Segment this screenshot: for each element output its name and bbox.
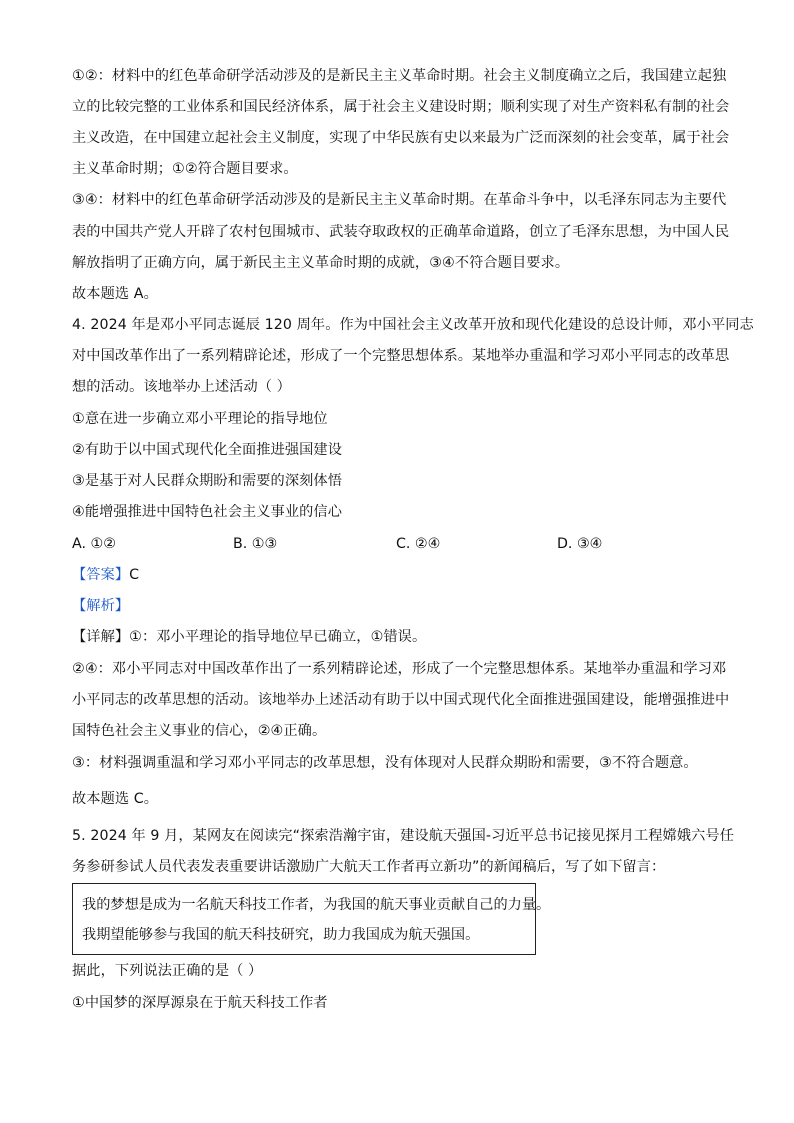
explanation-line: ③④：材料中的红色革命研学活动涉及的是新民主主义革命时期。在革命斗争中，以毛泽东同志为主要代: [72, 192, 727, 208]
detail-line: [72, 627, 732, 647]
question-stem-line: 务参研参试人员代表发表重要讲话激励广大航天工作者再立新功”的新闻稿后，写了如下留言：: [72, 859, 666, 875]
detail-text: ①：邓小平理论的指导地位早已确立，①错误。: [129, 629, 427, 645]
answer-value: C: [129, 567, 140, 583]
option-d: D. ③④: [557, 536, 603, 552]
statement-item: ③是基于对人民群众期盼和需要的深刻体悟: [72, 473, 342, 489]
explanation-line: 立的比较完整的工业体系和国民经济体系，属于社会主义建设时期；顺利实现了对生产资料私有制的社会: [72, 99, 730, 115]
question-stem-line: 5. 2024 年 9 月，某网友在阅读完“探索浩瀚宇宙，建设航天强国-习近平总书记接见探月工程嫦娥六号任: [72, 828, 734, 844]
explanation-line: 主义改造，在中国建立起社会主义制度，实现了中华民族有史以来最为广泛而深刻的社会变革，属于社会: [72, 130, 730, 146]
statement-item: ②有助于以中国式现代化全面推进强国建设: [72, 442, 342, 458]
option-c: C. ②④: [396, 536, 441, 552]
answer-line: [72, 565, 732, 585]
quote-line: 我的梦想是成为一名航天科技工作者，为我国的航天事业贡献自己的力量。: [82, 897, 551, 913]
statement-item: ①意在进一步确立邓小平理论的指导地位: [72, 411, 328, 427]
question-stem-line: 想的活动。该地举办上述活动（ ）: [72, 379, 291, 395]
question-stem-line: 4. 2024 年是邓小平同志诞辰 120 周年。作为中国社会主义改革开放和现代化建设的总设计师，邓小平同志: [72, 317, 754, 333]
answer-tag: 【答案】: [72, 567, 130, 583]
option-b: B. ①③: [233, 536, 278, 552]
question-stem-line: 对中国改革作出了一系列精辟论述，形成了一个完整思想体系。某地举办重温和学习邓小平同志的改革思: [72, 348, 730, 364]
detail-line: ②④：邓小平同志对中国改革作出了一系列精辟论述，形成了一个完整思想体系。某地举办重温和学习邓: [72, 661, 727, 677]
explanation-line: ①②：材料中的红色革命研学活动涉及的是新民主主义革命时期。社会主义制度确立之后，我国建立起独: [72, 68, 727, 84]
statement-item: ④能增强推进中国特色社会主义事业的信心: [72, 504, 342, 520]
quote-box: [72, 883, 551, 955]
detail-tag: 【详解】: [72, 629, 130, 645]
option-a: A. ①②: [72, 536, 116, 552]
conclusion-text: 故本题选 C。: [72, 791, 159, 807]
detail-line: ③：材料强调重温和学习邓小平同志的改革思想，没有体现对人民群众期盼和需要，③不符合题意。: [72, 755, 698, 771]
explanation-line: 解放指明了正确方向，属于新民主主义革命时期的成就，③④不符合题目要求。: [72, 255, 570, 271]
explanation-line: 主义革命时期；①②符合题目要求。: [72, 161, 298, 177]
quote-line: 我期望能够参与我国的航天科技研究，助力我国成为航天强国。: [82, 927, 480, 943]
detail-line: 国特色社会主义事业的信心，②④正确。: [72, 723, 327, 739]
conclusion-text: 故本题选 A。: [72, 286, 158, 302]
statement-item: ①中国梦的深厚源泉在于航天科技工作者: [72, 995, 328, 1011]
analysis-tag: 【解析】: [72, 598, 130, 614]
question-prompt: 据此，下列说法正确的是（ ）: [72, 963, 263, 979]
analysis-line: [72, 596, 732, 616]
explanation-line: 表的中国共产党人开辟了农村包围城市、武装夺取政权的正确革命道路，创立了毛泽东思想，为中国人民: [72, 224, 730, 240]
detail-line: 小平同志的改革思想的活动。该地举办上述活动有助于以中国式现代化全面推进强国建设，能增强推进中: [72, 692, 730, 708]
